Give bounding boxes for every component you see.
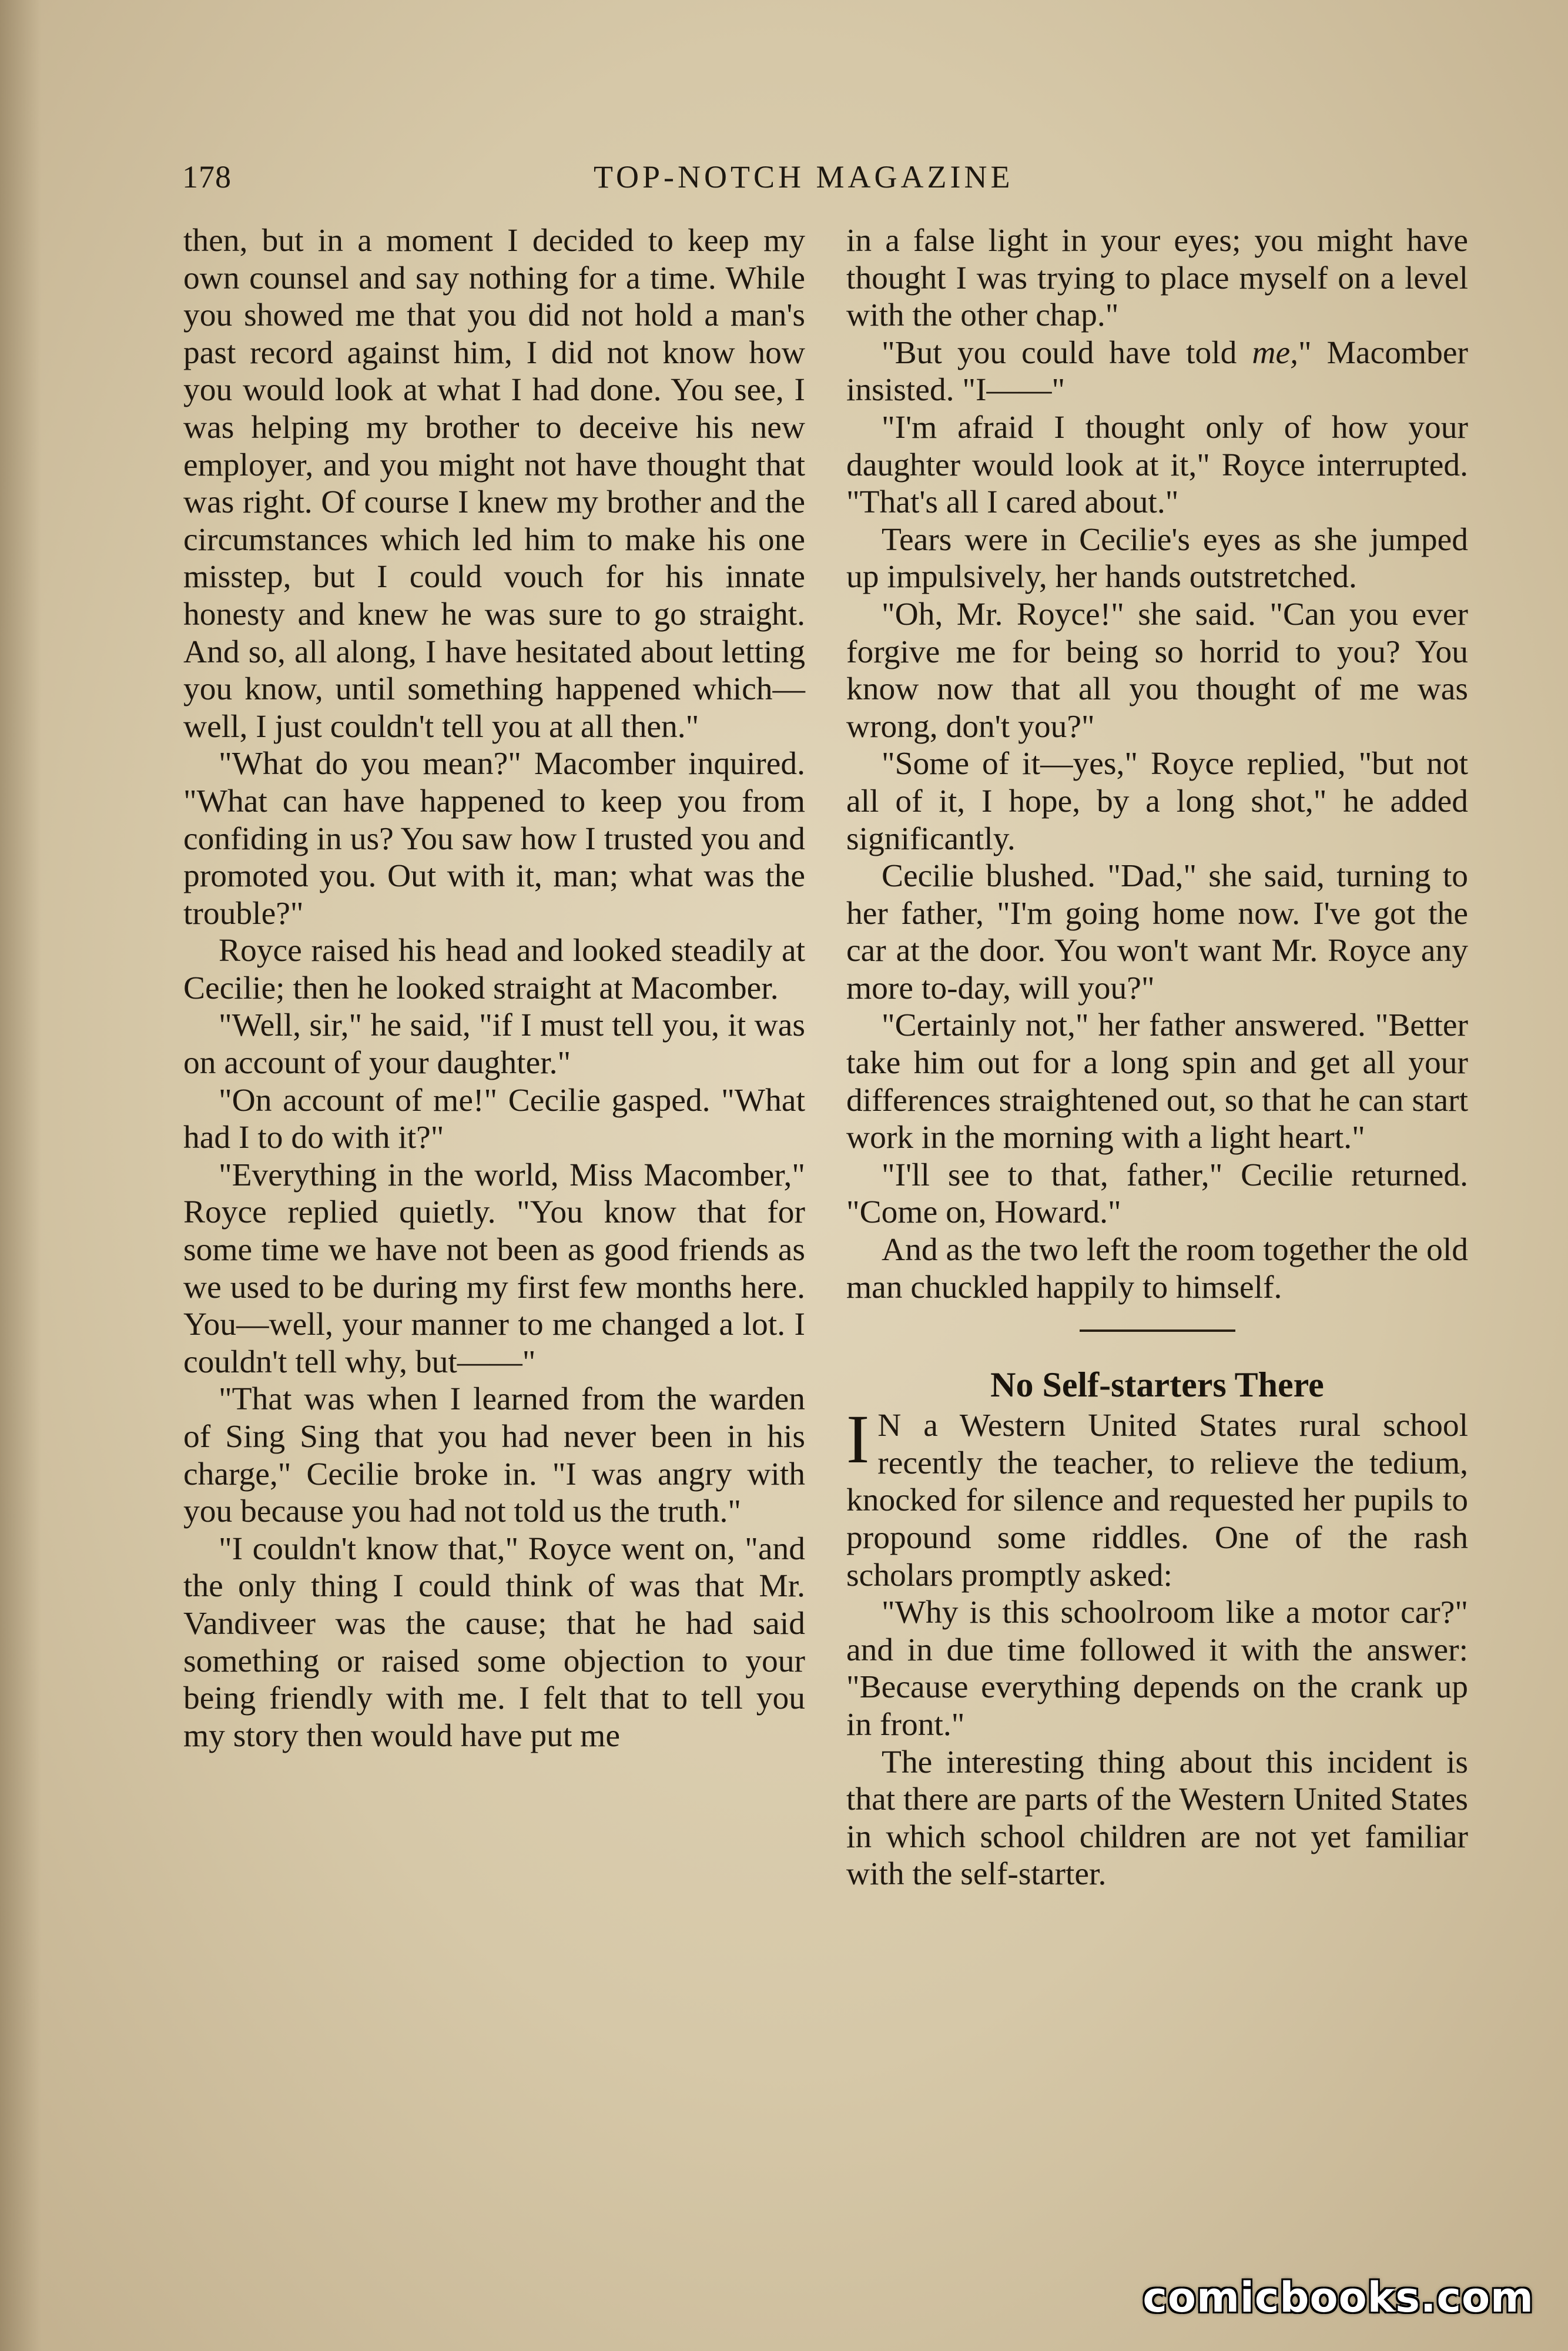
- running-head: TOP-NOTCH MAGAZINE: [594, 159, 1014, 195]
- paragraph: Tears were in Cecilie's eyes as she jumped up impulsively, her hands outstretched.: [846, 521, 1468, 595]
- paragraph: "On account of me!" Cecilie gasped. "What had I to do with it?": [183, 1082, 805, 1156]
- paragraph: [846, 334, 1468, 409]
- right-column: [846, 222, 1468, 1893]
- drop-cap: I: [846, 1401, 870, 1478]
- paragraph: "I'm afraid I thought only of how your daughter would look at it," Royce interrupted. "That's all I cared about.": [846, 409, 1468, 521]
- paragraph: The interesting thing about this incident is that there are parts of the Western United States in which school children are not yet familiar with the self-starter.: [846, 1744, 1468, 1893]
- paragraph: "Why is this schoolroom like a motor car?" and in due time followed it with the answer: "Because everything depends on the crank up in front.": [846, 1595, 1468, 1743]
- emphasis: me,: [1252, 334, 1298, 371]
- page-number: 178: [182, 159, 232, 195]
- paragraph: "I'll see to that, father," Cecilie returned. "Come on, Howard.": [846, 1157, 1468, 1231]
- page-header: [182, 159, 1481, 206]
- paragraph: Royce raised his head and looked steadily at Cecilie; then he looked straight at Macomber.: [183, 933, 805, 1006]
- section-divider: [1080, 1329, 1235, 1332]
- text-run: "But you could have told: [882, 334, 1252, 371]
- section-heading: No Self-starters There: [990, 1365, 1324, 1405]
- paragraph: And as the two left the room together the old man chuckled happily to himself.: [846, 1232, 1468, 1305]
- text-run: N a Western United States rural school recently the teacher, to relieve the tedium, knocked for silence and requested her pupils to propound some riddles. One of the rash scholars promptly asked:: [846, 1408, 1468, 1593]
- paragraph: "That was when I learned from the warden of Sing Sing that you had never been in his charge," Cecilie broke in. "I was angry with you because you had not told us the truth.": [183, 1381, 805, 1530]
- watermark: comicbooks.com: [1143, 2273, 1534, 2322]
- left-column: [183, 222, 805, 1754]
- paragraph: "Well, sir," he said, "if I must tell you, it was on account of your daughter.": [183, 1007, 805, 1081]
- text-run: " Macomber insisted. "I——": [846, 334, 1468, 408]
- paragraph: "Certainly not," her father answered. "Better take him out for a long spin and get all your differences straightened out, so that he can start work in the morning with a light heart.": [846, 1007, 1468, 1156]
- paragraph: in a false light in your eyes; you might have thought I was trying to place myself on a level with the other chap.": [846, 223, 1468, 334]
- paragraph: "What do you mean?" Macomber inquired. "What can have happened to keep you from confiding in us? You saw how I trusted you and promoted you. Out with it, man; what was the trouble?": [183, 746, 805, 932]
- paragraph: "Everything in the world, Miss Macomber," Royce replied quietly. "You know that for some time we have not been as good friends as we used to be during my first few months here. You—well, your manner to me changed a lot. I couldn't tell why, but——": [183, 1157, 805, 1380]
- paragraph: "Some of it—yes," Royce replied, "but not all of it, I hope, by a long shot," he added significantly.: [846, 746, 1468, 857]
- paragraph: [846, 1401, 1468, 1594]
- binding-shadow: [0, 0, 41, 2351]
- paragraph: Cecilie blushed. "Dad," she said, turning to her father, "I'm going home now. I've got the car at the door. You won't want Mr. Royce any more to-day, will you?": [846, 858, 1468, 1006]
- paragraph: "Oh, Mr. Royce!" she said. "Can you ever forgive me for being so horrid to you? You know now that all you thought of me was wrong, don't you?": [846, 596, 1468, 745]
- paragraph: "I couldn't know that," Royce went on, "and the only thing I could think of was that Mr. Vandiveer was the cause; that he had said something or raised some objection to your being friendly with me. I felt that to tell you my story then would have put me: [183, 1531, 805, 1754]
- paragraph: then, but in a moment I decided to keep my own counsel and say nothing for a time. While you showed me that you did not hold a man's past record against him, I did not know how you would look at what I had done. You see, I was helping my brother to deceive his new employer, and you might not have thought that was right. Of course I knew my brother and the circumstances which led him to make his one misstep, but I could vouch for his innate honesty and knew he was sure to go straight. And so, all along, I have hesitated about letting you know, until something happened which—well, I just couldn't tell you at all then.": [183, 223, 805, 745]
